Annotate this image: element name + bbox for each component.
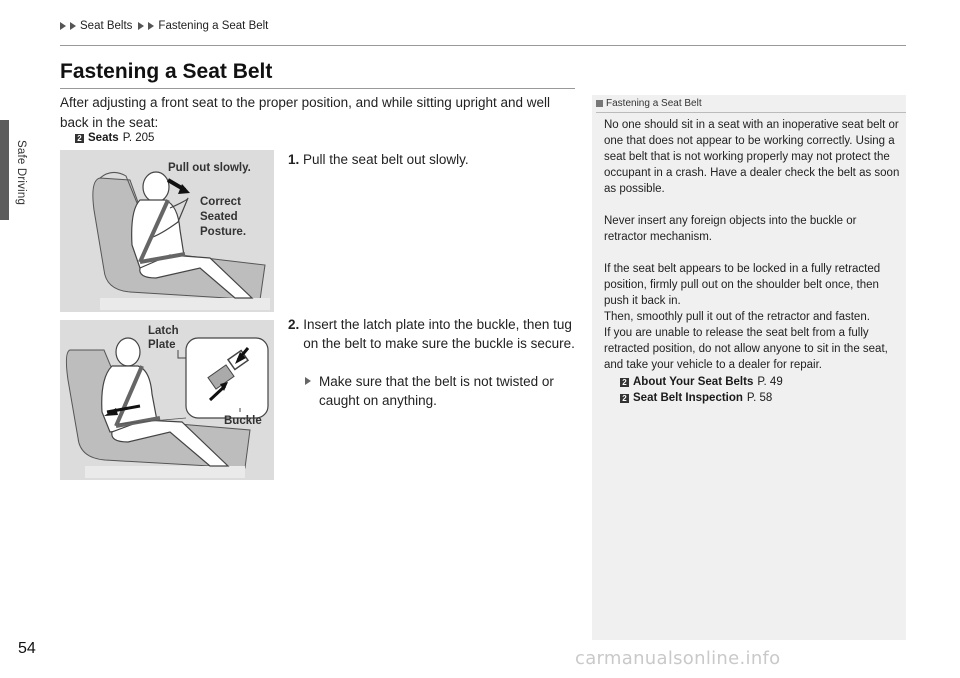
reference-label: Seat Belt Inspection bbox=[633, 392, 743, 404]
step-2 bbox=[288, 315, 578, 353]
seats-reference-link[interactable] bbox=[75, 132, 154, 144]
notes-paragraph: No one should sit in a seat with an inoperative seat belt or one that does not appear to be working correctly. Using a seat belt that is not working properly may not protect the occupant in a crash. Have a dealer check the belt as soon as possible. bbox=[604, 119, 900, 195]
step-1-text: Pull the seat belt out slowly. bbox=[303, 152, 469, 167]
notes-panel-heading bbox=[596, 98, 702, 109]
reference-arrow-icon: 2 bbox=[620, 394, 629, 403]
figure-pull-belt bbox=[60, 150, 274, 312]
breadcrumb-item-seat-belts[interactable]: Seat Belts bbox=[80, 20, 133, 32]
label-posture-line3: Posture. bbox=[200, 226, 247, 238]
watermark: carmanualsonline.info bbox=[575, 648, 781, 669]
notes-references bbox=[620, 374, 783, 406]
title-divider bbox=[60, 88, 575, 89]
notes-paragraph: Never insert any foreign objects into the buckle or retractor mechanism. bbox=[604, 215, 857, 243]
triangle-icon bbox=[138, 22, 144, 30]
label-pull-out: Pull out slowly. bbox=[168, 162, 251, 174]
page-title: Fastening a Seat Belt bbox=[60, 60, 273, 83]
step-2-note bbox=[305, 372, 580, 410]
breadcrumb-item-fastening[interactable]: Fastening a Seat Belt bbox=[158, 20, 269, 32]
section-label-text: Safe Driving bbox=[15, 140, 27, 206]
reference-arrow-icon: 2 bbox=[620, 378, 629, 387]
reference-label: About Your Seat Belts bbox=[633, 376, 754, 388]
page-number: 54 bbox=[18, 640, 36, 657]
note-marker-icon bbox=[596, 100, 603, 107]
intro-text: After adjusting a front seat to the proper position, and while sitting upright and well back in the seat: bbox=[60, 95, 551, 130]
reference-page: P. 58 bbox=[746, 392, 773, 404]
label-posture-line2: Seated bbox=[200, 211, 238, 223]
label-latch-line2: Plate bbox=[148, 339, 176, 351]
notes-paragraph: If the seat belt appears to be locked in a fully retracted position, firmly pull out on the shoulder belt once, then push it back in. bbox=[604, 263, 881, 307]
step-1-number: 1. bbox=[288, 152, 300, 167]
reference-arrow-icon: 2 bbox=[75, 134, 84, 143]
step-2-text: Insert the latch plate into the buckle, then tug on the belt to make sure the buckle is secure. bbox=[303, 317, 575, 351]
breadcrumb bbox=[60, 20, 268, 32]
step-2-note-text: Make sure that the belt is not twisted or caught on anything. bbox=[319, 374, 554, 408]
step-1 bbox=[288, 150, 578, 169]
notes-heading-text: Fastening a Seat Belt bbox=[606, 98, 702, 109]
notes-body bbox=[604, 117, 900, 373]
reference-label: Seats bbox=[88, 132, 119, 144]
reference-page: P. 205 bbox=[122, 132, 155, 144]
reference-link-seat-belt-inspection[interactable] bbox=[620, 390, 783, 406]
notes-paragraph: If you are unable to release the seat belt from a fully retracted position, do not allow anyone to sit in the seat, and take your vehicle to a dealer for repair. bbox=[604, 327, 888, 371]
label-buckle: Buckle bbox=[224, 415, 262, 427]
triangle-icon bbox=[305, 377, 311, 385]
triangle-icon bbox=[60, 22, 66, 30]
figure-insert-latch bbox=[60, 320, 274, 480]
header-divider bbox=[60, 45, 906, 46]
reference-link-about-seat-belts[interactable] bbox=[620, 374, 783, 390]
label-posture-line1: Correct bbox=[200, 196, 241, 208]
notes-divider bbox=[596, 112, 906, 113]
triangle-icon bbox=[148, 22, 154, 30]
reference-page: P. 49 bbox=[757, 376, 783, 388]
triangle-icon bbox=[70, 22, 76, 30]
label-latch-line1: Latch bbox=[148, 325, 179, 337]
step-2-number: 2. bbox=[288, 317, 300, 332]
notes-paragraph: Then, smoothly pull it out of the retractor and fasten. bbox=[604, 311, 870, 323]
section-label bbox=[3, 140, 25, 250]
